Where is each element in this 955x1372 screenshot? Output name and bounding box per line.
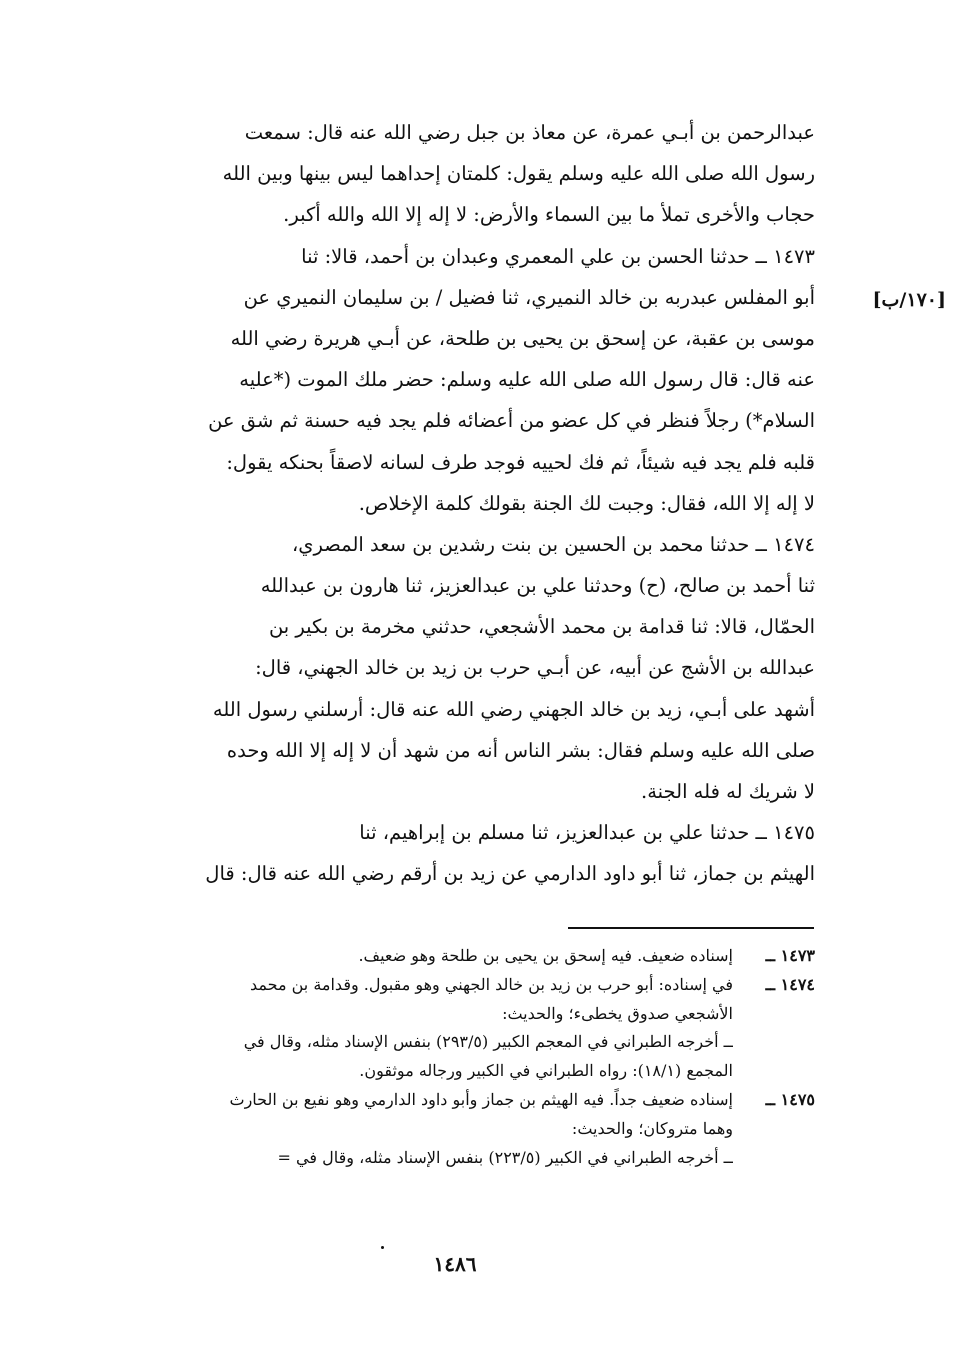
body-line: أبو المفلس عبدربه بن خالد النميري، ثنا فضيل / بن سليمان النميري عن (243, 285, 815, 309)
footnote-separator (568, 927, 814, 929)
footnote-text (115, 971, 733, 1029)
body-line: لا شريك له فله الجنة. (641, 780, 815, 803)
footnotes (115, 942, 815, 1172)
body-line: الهيثم بن جماز، ثنا أبو داود الدارمي عن زيد بن أرقم رضي الله عنه قال: قال (205, 862, 815, 886)
footnote (115, 942, 815, 971)
footnote-text (115, 1028, 733, 1086)
body-line: موسى بن عقبة، عن إسحق بن يحيى بن طلحة، عن أبـي هريرة رضي الله (230, 326, 815, 350)
footnote-text (115, 1086, 733, 1144)
footnote-line: ــ أخرجه الطبراني في الكبير (٢٢٣/٥) بنفس الإسناد مثله، وقال في = (277, 1147, 733, 1167)
body-line: السلام*) رجلاً فنظر في كل عضو من أعضائه فلم يجد فيه حسنة ثم شق عن (208, 409, 815, 433)
body-line: أشهد على أبـي، زيد بن خالد الجهني رضي الله عنه قال: أرسلني رسول الله (212, 697, 815, 721)
footnote (115, 971, 815, 1029)
body-line: قلبه فلم يجد فيه شيئاً، ثم فك لحييه فوجد طرف لسانه لاصقاً بحنكه يقول: (226, 450, 815, 474)
footnote-line: إسناده ضعيف جداً. فيه الهيثم بن جماز وأبو داود الدارمي وهو نفيع بن الحارث (229, 1089, 733, 1109)
body-line: ١٤٧٣ ــ حدثنا الحسن بن علي المعمري وعبدان بن أحمد، قالا: ثنا (301, 244, 815, 268)
body-line: ١٤٧٤ ــ حدثنا محمد بن الحسين بن بنت رشدين بن سعد المصري، (291, 532, 815, 556)
footnote (115, 1028, 815, 1086)
footnote-number: ١٤٧٣ ــ (765, 946, 815, 965)
body-line: رسول الله صلى الله عليه وسلم يقول: كلمتان إحداهما ليس بينها وبين الله (222, 162, 815, 186)
footnote-line: ــ أخرجه الطبراني في المعجم الكبير (٢٩٣/٥) بنفس الإسناد مثله، وقال في (243, 1032, 733, 1052)
body-line: صلى الله عليه وسلم فقال: بشر الناس أنه من شهد أن لا إله إلا الله وحده (226, 738, 815, 762)
main-text (115, 112, 815, 895)
footnote-text (115, 1144, 733, 1173)
footnote (115, 1086, 815, 1144)
page-number: ١٤٨٦ (433, 1252, 477, 1276)
body-line: الحمّال، قالا: ثنا قدامة بن محمد الأشجعي، حدثني مخرمة بن بكير بن (268, 615, 815, 639)
margin-folio-marker: [١٧٠/ب] (872, 289, 946, 311)
footnote-number (733, 1144, 815, 1173)
body-line: عبدالرحمن بن أبـي عمرة، عن معاذ بن جبل رضي الله عنه قال: سمعت (244, 121, 815, 144)
footnote-line: وهما متروكان؛ والحديث: (571, 1118, 733, 1138)
footnote-number: ١٤٧٤ ــ (765, 974, 815, 994)
footnote-line: إسناده ضعيف. فيه إسحق بن يحيى بن طلحة وهو ضعيف. (358, 946, 733, 965)
body-line: عنه قال: قال رسول الله صلى الله عليه وسلم: حضر ملك الموت (*عليه (239, 368, 815, 392)
footnote-line: المجمع (١٨/١): رواه الطبراني في الكبير ورجاله موثقون. (359, 1061, 733, 1081)
footnote-line: في إسناده: أبو حرب بن زيد بن خالد الجهني وهو مقبول. وقدامة بن محمد (249, 974, 733, 994)
ink-dot (381, 1246, 384, 1249)
footnote (115, 1144, 815, 1173)
footnote-text (115, 942, 733, 971)
body-line: عبدالله بن الأشج عن أبيه، عن أبـي حرب بن زيد بن خالد الجهني، قال: (255, 656, 815, 680)
body-line: ١٤٧٥ ــ حدثنا علي بن عبدالعزيز، ثنا مسلم بن إبراهيم، ثنا (359, 821, 815, 845)
footnote-number: ١٤٧٥ ــ (765, 1089, 815, 1109)
body-line: لا إله إلا الله، فقال: وجبت لك الجنة بقولك كلمة الإخلاص. (358, 491, 815, 515)
body-line: ثنا أحمد بن صالح، (ح) وحدثنا علي بن عبدالعزيز، ثنا هارون بن عبدالله (260, 574, 815, 598)
footnote-number (733, 1028, 815, 1086)
body-line: حجاب والأخرى تملأ ما بين السماء والأرض: لا إله إلا الله والله أكبر. (283, 203, 815, 227)
footnote-line: الأشجعي صدوق يخطىء؛ والحديث: (502, 1003, 733, 1023)
